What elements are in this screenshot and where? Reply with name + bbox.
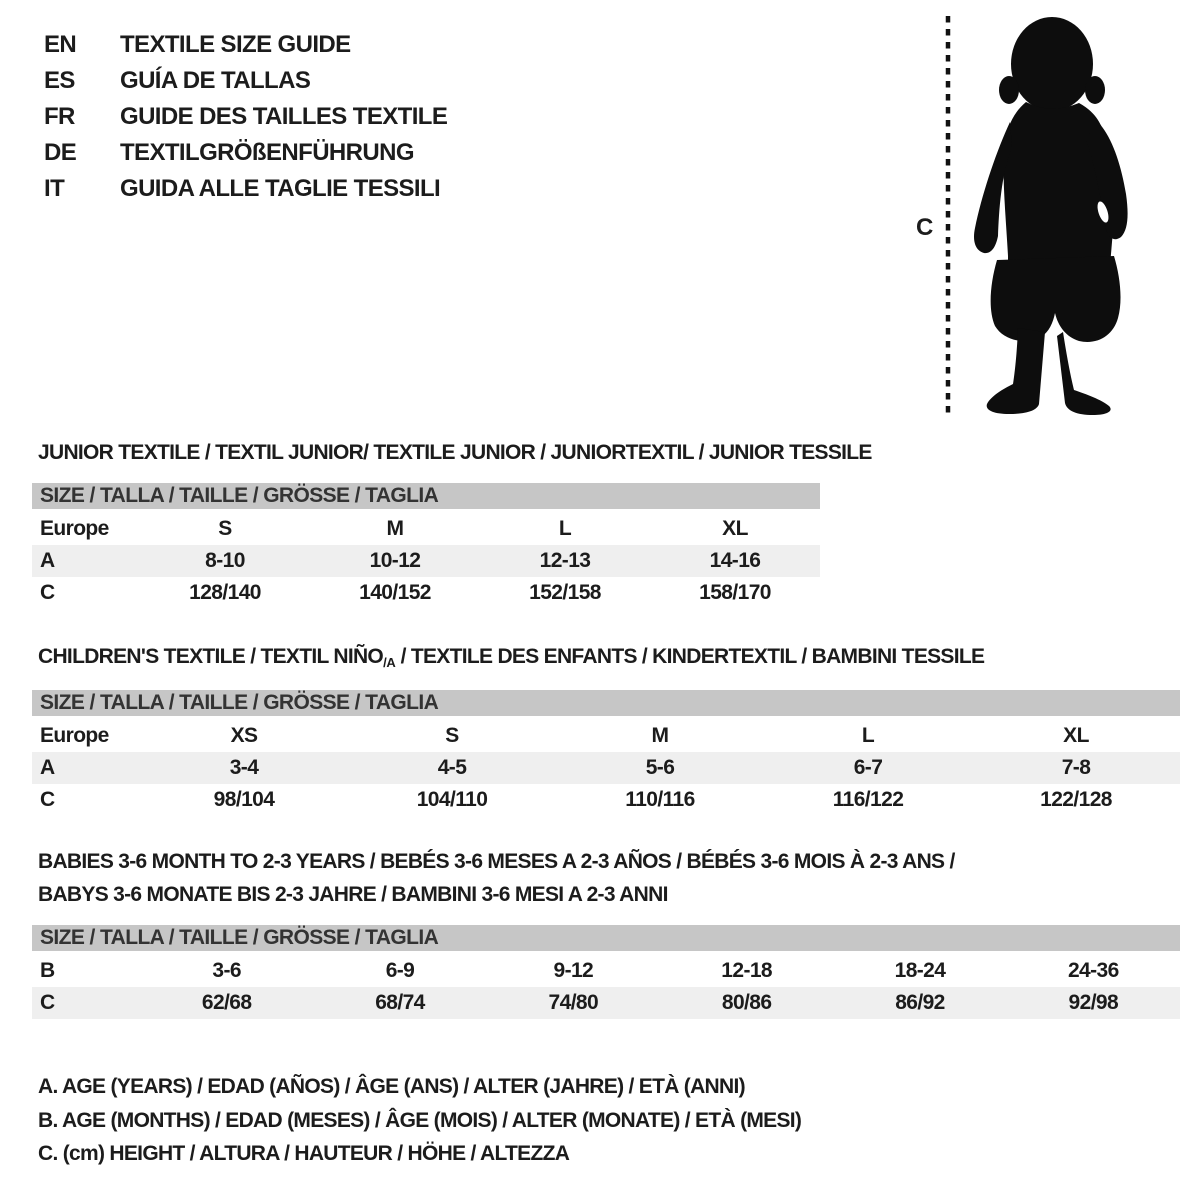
language-title: GUÍA DE TALLAS bbox=[120, 67, 311, 94]
section-title bbox=[38, 640, 984, 675]
row-label: B bbox=[40, 959, 55, 982]
language-row bbox=[44, 63, 447, 99]
title-segment: CHILDREN'S TEXTILE / TEXTIL NIÑO bbox=[38, 645, 384, 668]
language-row bbox=[44, 27, 447, 63]
size-table bbox=[32, 690, 1180, 816]
language-row bbox=[44, 171, 447, 207]
table-cell: 18-24 bbox=[894, 959, 946, 982]
row-label: A bbox=[40, 756, 55, 779]
table-cell: 24-36 bbox=[1067, 959, 1119, 982]
table-cell: 7-8 bbox=[1061, 756, 1091, 779]
table-cell: 80/86 bbox=[721, 991, 772, 1014]
section-title-line bbox=[38, 845, 955, 878]
table-cell: 3-6 bbox=[212, 959, 241, 982]
row-label: Europe bbox=[40, 724, 109, 747]
table-cell: S bbox=[445, 724, 459, 747]
table-rows bbox=[32, 955, 1180, 1019]
title-segment: BABYS 3-6 MONATE BIS 2-3 JAHRE / BAMBINI 3-6 MESI A 2-3 ANNI bbox=[38, 883, 668, 906]
table-cell: XL bbox=[1063, 724, 1089, 747]
language-code: FR bbox=[44, 103, 75, 130]
footnotes bbox=[38, 1070, 801, 1171]
row-label: A bbox=[40, 549, 55, 572]
language-title-list bbox=[44, 27, 447, 207]
language-title: GUIDA ALLE TAGLIE TESSILI bbox=[120, 175, 441, 202]
table-row bbox=[32, 784, 1180, 816]
table-cell: 10-12 bbox=[369, 549, 421, 572]
language-row bbox=[44, 99, 447, 135]
table-cell: 4-5 bbox=[437, 756, 467, 779]
toddler-silhouette-icon bbox=[962, 14, 1140, 418]
table-row bbox=[32, 720, 1180, 752]
table-cell: 98/104 bbox=[213, 788, 275, 811]
table-cell: 14-16 bbox=[709, 549, 761, 572]
table-cell: M bbox=[651, 724, 669, 747]
section-title-line bbox=[38, 436, 872, 469]
table-cell: 122/128 bbox=[1040, 788, 1112, 811]
row-label: C bbox=[40, 581, 55, 604]
table-row bbox=[32, 577, 820, 609]
table-cell: M bbox=[386, 517, 404, 540]
table-size-header: SIZE / TALLA / TAILLE / GRÖSSE / TAGLIA bbox=[32, 690, 1180, 716]
language-code: EN bbox=[44, 31, 77, 58]
table-cell: 128/140 bbox=[189, 581, 261, 604]
title-segment: JUNIOR TEXTILE / TEXTIL JUNIOR/ TEXTILE JUNIOR / JUNIORTEXTIL / JUNIOR TESSILE bbox=[38, 441, 872, 464]
section-title bbox=[38, 436, 872, 469]
table-cell: 110/116 bbox=[625, 788, 695, 811]
title-segment: /A bbox=[383, 655, 396, 670]
table-cell: 5-6 bbox=[645, 756, 675, 779]
table-row bbox=[32, 752, 1180, 784]
language-code: DE bbox=[44, 139, 77, 166]
table-cell: 104/110 bbox=[416, 788, 488, 811]
footnote: C. (cm) HEIGHT / ALTURA / HAUTEUR / HÖHE / ALTEZZA bbox=[38, 1142, 570, 1165]
table-cell: 6-9 bbox=[385, 959, 415, 982]
table-row bbox=[32, 545, 820, 577]
table-rows bbox=[32, 513, 820, 609]
table-cell: 140/152 bbox=[359, 581, 431, 604]
size-table bbox=[32, 483, 820, 609]
language-code: ES bbox=[44, 67, 75, 94]
table-cell: S bbox=[218, 517, 232, 540]
table-cell: 12-13 bbox=[539, 549, 591, 572]
language-code: IT bbox=[44, 175, 65, 202]
table-row bbox=[32, 513, 820, 545]
table-row bbox=[32, 987, 1180, 1019]
table-cell: 9-12 bbox=[553, 959, 594, 982]
language-title: GUIDE DES TAILLES TEXTILE bbox=[120, 103, 448, 130]
row-label: C bbox=[40, 788, 55, 811]
table-cell: 152/158 bbox=[529, 581, 601, 604]
section-title-line bbox=[38, 878, 955, 911]
table-cell: 62/68 bbox=[201, 991, 252, 1014]
section-title-line bbox=[38, 640, 984, 675]
table-rows bbox=[32, 720, 1180, 816]
language-title: TEXTILGRÖßENFÜHRUNG bbox=[120, 139, 414, 166]
title-segment: / TEXTILE DES ENFANTS / KINDERTEXTIL / BAMBINI TESSILE bbox=[395, 645, 985, 668]
size-table bbox=[32, 925, 1180, 1019]
table-row bbox=[32, 955, 1180, 987]
height-measure-label: C bbox=[916, 214, 933, 241]
table-cell: 158/170 bbox=[699, 581, 771, 604]
height-dashed-line bbox=[944, 16, 952, 416]
table-cell: 3-4 bbox=[229, 756, 259, 779]
table-cell: 68/74 bbox=[375, 991, 425, 1014]
table-cell: L bbox=[861, 724, 875, 747]
table-cell: XS bbox=[230, 724, 258, 747]
table-cell: L bbox=[558, 517, 572, 540]
table-cell: XL bbox=[722, 517, 748, 540]
section-title bbox=[38, 845, 955, 911]
table-size-header: SIZE / TALLA / TAILLE / GRÖSSE / TAGLIA bbox=[32, 483, 820, 509]
table-cell: 6-7 bbox=[853, 756, 883, 779]
table-cell: 92/98 bbox=[1068, 991, 1119, 1014]
table-cell: 12-18 bbox=[721, 959, 773, 982]
table-cell: 74/80 bbox=[548, 991, 599, 1014]
title-segment: BABIES 3-6 MONTH TO 2-3 YEARS / BEBÉS 3-6 MESES A 2-3 AÑOS / BÉBÉS 3-6 MOIS À 2-3 ANS / bbox=[38, 850, 955, 873]
language-row bbox=[44, 135, 447, 171]
row-label: Europe bbox=[40, 517, 109, 540]
language-title: TEXTILE SIZE GUIDE bbox=[120, 31, 351, 58]
footnote: B. AGE (MONTHS) / EDAD (MESES) / ÂGE (MOIS) / ALTER (MONATE) / ETÀ (MESI) bbox=[38, 1108, 802, 1132]
figure-area bbox=[900, 0, 1160, 430]
row-label: C bbox=[40, 991, 55, 1014]
footnote: A. AGE (YEARS) / EDAD (AÑOS) / ÂGE (ANS) / ALTER (JAHRE) / ETÀ (ANNI) bbox=[38, 1075, 745, 1098]
table-size-header: SIZE / TALLA / TAILLE / GRÖSSE / TAGLIA bbox=[32, 925, 1180, 951]
table-cell: 8-10 bbox=[205, 549, 245, 572]
table-cell: 86/92 bbox=[895, 991, 945, 1014]
table-cell: 116/122 bbox=[832, 788, 904, 811]
